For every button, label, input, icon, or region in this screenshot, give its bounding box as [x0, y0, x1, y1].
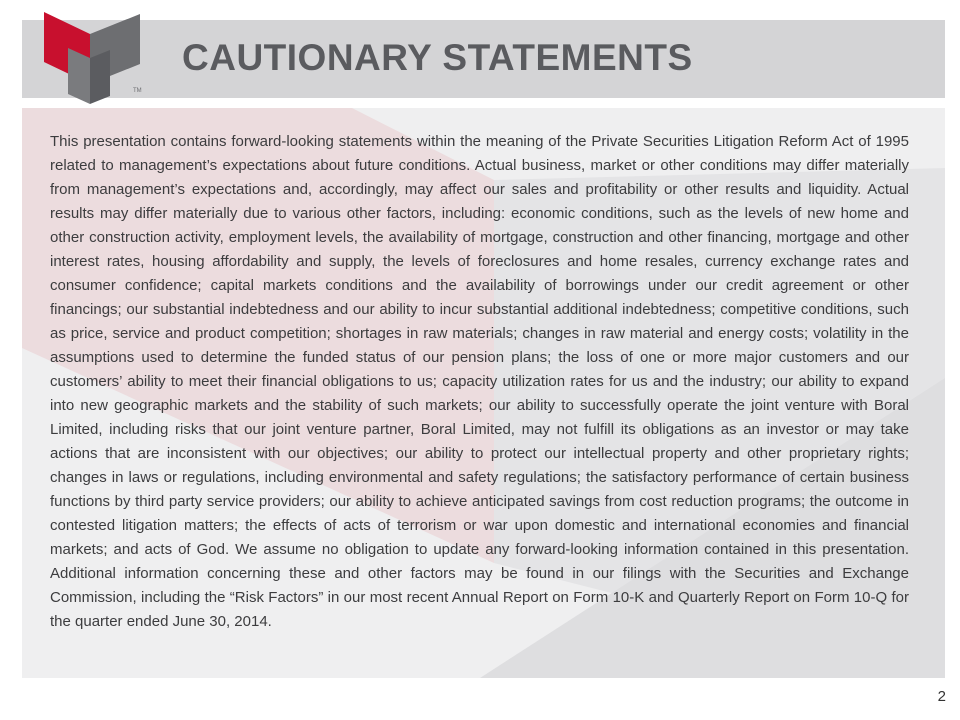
page-number: 2	[937, 688, 946, 705]
content-panel	[22, 108, 945, 678]
logo-icon	[38, 8, 150, 108]
cautionary-statement-text: This presentation contains forward-looking statements within the meaning of the Private Securities Litigation Reform Act of 1995 related to management’s expectations about future conditions. Actual business, market or other conditions may differ materially from management’s expectations and, accordingly, may affect our sales and profitability or other results and liquidity. Actual results may differ materially due to various other factors, including: economic conditions, such as the levels of new home and other construction activity, employment levels, the availability of mortgage, construction and other financing, mortgage and other interest rates, housing affordability and supply, the levels of foreclosures and home resales, currency exchange rates and consumer confidence; capital markets conditions and the availability of borrowings under our credit agreement or other financings; our substantial indebtedness and our ability to incur substantial additional indebtedness; competitive conditions, such as price, service and product competition; shortages in raw materials; changes in raw material and energy costs; volatility in the assumptions used to determine the funded status of our pension plans; the loss of one or more major customers and our customers’ ability to meet their financial obligations to us; capacity utilization rates for us and the industry; our ability to expand into new geographic markets and the stability of such markets; our ability to successfully operate the joint venture with Boral Limited, including risks that our joint venture partner, Boral Limited, may not fulfill its obligations as an investor or may take actions that are inconsistent with our objectives; our ability to protect our intellectual property and other proprietary rights; changes in laws or regulations, including environmental and safety regulations; the satisfactory performance of certain business functions by third party service providers; our ability to achieve anticipated savings from cost reduction programs; the outcome in contested litigation matters; the effects of acts of terrorism or war upon domestic and international economies and financial markets; and acts of God. We assume no obligation to update any forward-looking information contained in this presentation. Additional information concerning these and other factors may be found in our filings with the Securities and Exchange Commission, including the “Risk Factors” in our most recent Annual Report on Form 10-K and Quarterly Report on Form 10-Q for the quarter ended June 30, 2014.	[50, 133, 909, 630]
slide-title: CAUTIONARY STATEMENTS	[182, 37, 693, 78]
trademark-mark: TM	[133, 88, 142, 94]
